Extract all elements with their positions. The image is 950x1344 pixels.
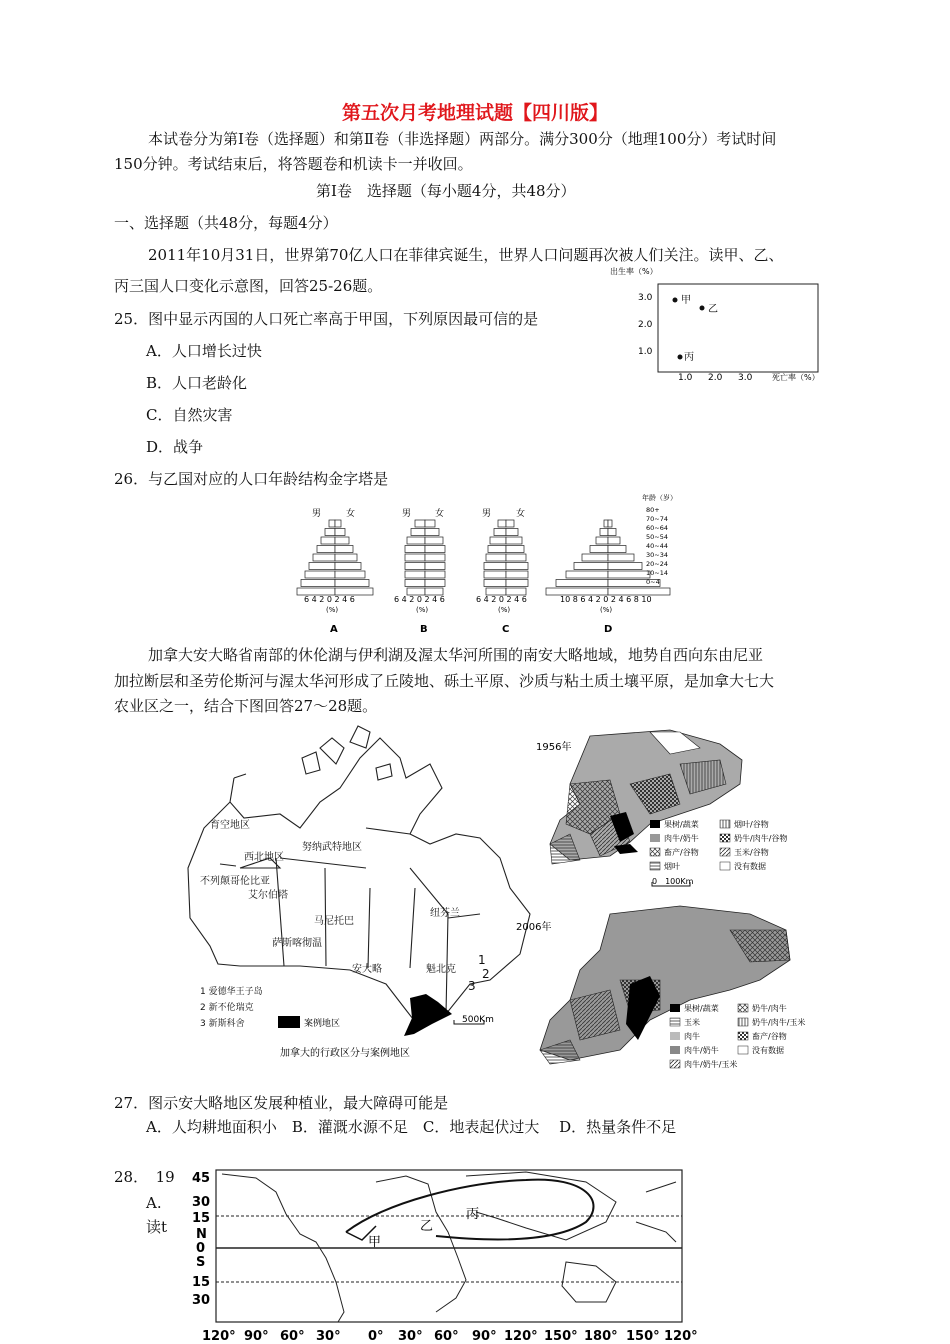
pyramid-bar (301, 580, 335, 587)
case-region-legend-swatch (278, 1016, 300, 1028)
lat-label: 30 (192, 1195, 211, 1210)
pyramid-unit: (%) (600, 606, 613, 614)
region-label: 魁北克 (426, 964, 456, 975)
region-label: 努纳武特地区 (302, 842, 362, 853)
place-label-yi: 乙 (420, 1219, 434, 1234)
page-title: 第五次月考地理试题【四川版】 (341, 102, 608, 124)
pyramid-axis: 6 4 2 0 2 4 6 (304, 595, 355, 604)
pyramid-male-label: 男 (402, 509, 412, 519)
pyramid-female-label: 女 (516, 509, 526, 519)
lon-label: 30° (398, 1329, 423, 1344)
pyramid-bar (335, 571, 365, 578)
scatter-xtick: 3.0 (738, 373, 753, 382)
lon-label: 60° (280, 1329, 305, 1344)
pyramid-bar (582, 554, 608, 561)
province-number: 3 (468, 979, 476, 993)
pyramid-bar (506, 554, 526, 561)
pyramid-female-label: 女 (346, 509, 356, 519)
pyramid-bar (608, 571, 650, 578)
pyramid-a (312, 507, 355, 519)
pyramid-bar (425, 563, 445, 570)
intro-line-1: 本试卷分为第Ⅰ卷（选择题）和第Ⅱ卷（非选择题）两部分。满分300分（地理100分）考试时间 (148, 130, 777, 148)
q25-option-c: C．自然灾害 (146, 406, 233, 424)
pyramid-bar (506, 520, 514, 527)
pyramid-bar (325, 529, 335, 536)
lat-label: N (196, 1227, 207, 1242)
pyramid-label-c: C (502, 624, 510, 635)
pyramid-bar (335, 537, 349, 544)
scatter-point-jia (673, 298, 678, 303)
pyramid-bar (608, 588, 670, 595)
pyramid-bar (425, 546, 445, 553)
pyramid-bar (608, 546, 626, 553)
pyramid-bar (546, 588, 608, 595)
pyramid-bar (488, 546, 506, 553)
pyramid-bar (317, 546, 335, 553)
pyramid-unit: (%) (498, 606, 511, 614)
pyramid-female-label: 女 (435, 509, 445, 519)
pyramid-unit: (%) (416, 606, 429, 614)
pyramid-bar (405, 563, 425, 570)
q25-option-b: B．人口老龄化 (146, 374, 248, 392)
legend-item: 果树/蔬菜 (664, 820, 699, 829)
lat-label: 30 (192, 1293, 211, 1308)
pyramid-bar (608, 520, 612, 527)
q25-option-d: D．战争 (146, 438, 204, 456)
pyramid-bar (498, 520, 506, 527)
scatter-point-bing (678, 355, 683, 360)
pyramid-bar (506, 529, 518, 536)
pyramid-bar (608, 537, 620, 544)
age-label: 70~74 (646, 515, 668, 523)
pyramid-bar (484, 563, 506, 570)
pyramid-bar (506, 537, 522, 544)
scatter-ylabel: 出生率（%） (610, 267, 658, 276)
intro-line-2: 150分钟。考试结束后，将答题卷和机读卡一并收回。 (114, 155, 473, 173)
age-pyramids (290, 490, 700, 640)
pyramid-bar (425, 520, 435, 527)
q25-stem: 25．图中显示丙国的人口死亡率高于甲国，下列原因最可信的是 (114, 310, 539, 328)
pyramid-bar (490, 537, 506, 544)
pyramid-bar (335, 546, 353, 553)
pyramid-bar (425, 580, 445, 587)
pyramid-bar (411, 529, 425, 536)
scatter-point-yi (700, 306, 705, 311)
pyramid-bar (425, 571, 445, 578)
legend-item: 肉牛/奶牛 (664, 834, 699, 843)
map-year-1956: 1956年 (536, 742, 572, 753)
province-number: 2 (482, 967, 490, 981)
pyramid-label-b: B (420, 624, 428, 635)
age-label: 0~4 (646, 578, 660, 586)
para1-line-1: 2011年10月31日，世界第70亿人口在菲律宾诞生，世界人口问题再次被人们关注。读甲、乙、 (148, 246, 784, 264)
scale-label: 500Km (462, 1015, 494, 1025)
pyramid-bar (405, 580, 425, 587)
age-label: 80+ (646, 506, 660, 514)
lon-label: 0° (368, 1329, 384, 1344)
lat-label: 15 (192, 1211, 211, 1226)
world-map (166, 1162, 706, 1344)
legend-item: 没有数据 (734, 862, 766, 871)
part1-heading: 第Ⅰ卷 选择题（每小题4分，共48分） (316, 182, 576, 200)
pyramid-bar (484, 580, 506, 587)
legend-item: 烟叶/谷物 (734, 820, 769, 829)
region-label: 萨斯喀彻温 (272, 938, 322, 949)
region-label: 育空地区 (210, 820, 250, 831)
region-label: 马尼托巴 (314, 916, 354, 927)
lon-label: 90° (472, 1329, 497, 1344)
pyramid-age-labels (646, 506, 668, 586)
legend-item: 肉牛/奶牛 (684, 1046, 719, 1055)
pyramid-label-a: A (330, 624, 338, 635)
ontario-1956-map (530, 724, 800, 894)
legend-item: 玉米/谷物 (734, 848, 769, 857)
lon-label: 150° (626, 1329, 660, 1344)
region-label: 纽芬兰 (430, 908, 460, 919)
pyramid-bar (425, 529, 439, 536)
lon-label: 120° (202, 1329, 236, 1344)
pyramid-bar (309, 563, 335, 570)
pyramid-bar (574, 563, 608, 570)
q28-option-partial: A. (146, 1194, 162, 1212)
canada-map (180, 718, 540, 1070)
pyramid-label-d: D (604, 624, 613, 635)
pyramid-bar (596, 537, 608, 544)
case-region-shape (404, 994, 452, 1036)
pyramid-bar (608, 529, 616, 536)
scatter-point-label: 乙 (708, 304, 718, 315)
pyramid-c (482, 507, 525, 519)
age-label: 10~14 (646, 569, 668, 577)
q25-option-a: A．人口增长过快 (146, 342, 262, 360)
pyramid-bar (405, 554, 425, 561)
pyramid-bar (604, 520, 608, 527)
pyramid-b (402, 507, 444, 519)
pyramid-bar (590, 546, 608, 553)
pyramid-bar (329, 520, 335, 527)
pyramid-bar (425, 554, 445, 561)
province-number: 1 (478, 953, 486, 967)
legend-item: 奶牛/肉牛/谷物 (734, 834, 788, 843)
pyramid-bar (608, 554, 634, 561)
region-label: 不列颠哥伦比亚 (200, 876, 270, 887)
pyramid-bar (506, 546, 524, 553)
map-caption: 加拿大的行政区分与案例地区 (280, 1048, 410, 1059)
pyramid-bar (305, 571, 335, 578)
legend-item: 2 新不伦瑞克 (200, 1003, 254, 1013)
place-label-bing: 丙 (466, 1207, 480, 1222)
legend-1956 (650, 819, 787, 871)
lat-label: 15 (192, 1275, 211, 1290)
pyramid-bar (425, 537, 443, 544)
pyramid-bar (506, 571, 528, 578)
ontario-2006-map (510, 900, 810, 1085)
scatter-xtick: 1.0 (678, 373, 693, 382)
scatter-point-label: 甲 (681, 295, 691, 306)
map-year-2006: 2006年 (516, 922, 552, 933)
place-label-jia: 甲 (368, 1235, 382, 1250)
legend-item: 肉牛/奶牛/玉米 (684, 1060, 738, 1069)
pyramid-bar (407, 537, 425, 544)
pyramid-bar (335, 554, 357, 561)
population-scatter-chart (600, 262, 840, 382)
scatter-point-label: 丙 (684, 352, 694, 363)
para2-line-2: 加拉断层和圣劳伦斯河与渥太华河形成了丘陵地、砾土平原、沙质与粘土质土壤平原，是加拿大七大 (114, 672, 775, 690)
legend-item: 奶牛/肉牛 (752, 1004, 787, 1013)
pyramid-bar (405, 571, 425, 578)
region-label: 安大略 (352, 964, 382, 975)
q28-stem-partial: 28． 19 (114, 1168, 175, 1186)
pyramid-bar (425, 588, 443, 595)
pyramid-bar (405, 546, 425, 553)
lat-label: S (196, 1255, 206, 1270)
legend-item: 果树/蔬菜 (684, 1004, 719, 1013)
pyramid-bar (407, 588, 425, 595)
pyramid-bar (506, 563, 528, 570)
legend-item: 肉牛 (684, 1032, 700, 1041)
lon-label: 60° (434, 1329, 459, 1344)
scatter-xtick: 2.0 (708, 373, 723, 382)
pyramid-bar (484, 571, 506, 578)
section-heading: 一、选择题（共48分，每题4分） (114, 214, 338, 232)
lon-label: 120° (504, 1329, 538, 1344)
pyramid-bar (313, 554, 335, 561)
pyramid-axis: 6 4 2 0 2 4 6 (394, 595, 445, 604)
age-label: 40~44 (646, 542, 668, 550)
pyramid-bar (335, 563, 361, 570)
para1-line-2: 丙三国人口变化示意图，回答25-26题。 (114, 277, 383, 295)
scatter-ytick: 1.0 (638, 347, 653, 357)
scatter-xlabel: 死亡率（%） (772, 373, 820, 382)
q27-options: A．人均耕地面积小 B．灌溉水源不足 C．地表起伏过大 D．热量条件不足 (146, 1118, 677, 1136)
legend-item: 畜产/谷物 (664, 848, 699, 857)
scatter-ytick: 2.0 (638, 320, 653, 330)
pyramid-bar (415, 520, 425, 527)
scatter-ytick: 3.0 (638, 293, 653, 303)
para2-line-3: 农业区之一，结合下图回答27～28题。 (114, 697, 378, 715)
age-label: 30~34 (646, 551, 668, 559)
lon-label: 120° (664, 1329, 698, 1344)
region-label: 西北地区 (244, 852, 284, 863)
pyramid-bar (486, 554, 506, 561)
pyramid-unit: (%) (326, 606, 339, 614)
pyramid-axis: 6 4 2 0 2 4 6 (476, 595, 527, 604)
pyramid-bar (566, 571, 608, 578)
pyramid-bar (608, 563, 642, 570)
age-label: 60~64 (646, 524, 668, 532)
legend-item: 没有数据 (752, 1046, 784, 1055)
legend-item: 玉米 (684, 1018, 700, 1027)
legend-item: 1 爱德华王子岛 (200, 987, 263, 997)
pyramid-bar (506, 588, 526, 595)
pyramid-bar (494, 529, 506, 536)
scale-label: 0 100Km (652, 877, 694, 886)
q26-stem: 26．与乙国对应的人口年龄结构金字塔是 (114, 470, 389, 488)
legend-item: 畜产/谷物 (752, 1032, 787, 1041)
region-label: 艾尔伯塔 (248, 890, 288, 901)
legend-item: 奶牛/肉牛/玉米 (752, 1018, 806, 1027)
legend-2006 (670, 1003, 805, 1069)
lon-label: 150° (544, 1329, 578, 1344)
pyramid-bar (556, 580, 608, 587)
legend-item: 3 新斯科舍 (200, 1019, 245, 1029)
pyramid-bar (335, 520, 341, 527)
pyramid-bar (335, 588, 373, 595)
pyramid-bar (600, 529, 608, 536)
q28-read-partial: 读t (146, 1218, 168, 1236)
pyramid-bar (506, 580, 528, 587)
pyramid-bar (486, 588, 506, 595)
pyramid-axis: 10 8 6 4 2 0 2 4 6 8 10 (560, 595, 652, 604)
lon-label: 180° (584, 1329, 618, 1344)
age-label: 50~54 (646, 533, 668, 541)
lat-label: 45 (192, 1171, 211, 1186)
age-label: 20~24 (646, 560, 668, 568)
pyramid-male-label: 男 (312, 509, 322, 519)
case-region-label: 案例地区 (304, 1019, 341, 1029)
lon-label: 90° (244, 1329, 269, 1344)
pyramid-bar (297, 588, 335, 595)
legend-item: 烟叶 (664, 862, 680, 871)
pyramid-bar (335, 580, 369, 587)
pyramid-age-title: 年龄（岁） (642, 494, 677, 502)
pyramid-bar (335, 529, 345, 536)
q27-stem: 27．图示安大略地区发展种植业，最大障碍可能是 (114, 1094, 449, 1112)
para2-line-1: 加拿大安大略省南部的休伦湖与伊利湖及渥太华河所围的南安大略地域，地势自西向东由尼亚 (148, 646, 764, 664)
lat-label: 0 (196, 1241, 206, 1256)
lon-label: 30° (316, 1329, 341, 1344)
pyramid-male-label: 男 (482, 509, 492, 519)
pyramid-bar (321, 537, 335, 544)
